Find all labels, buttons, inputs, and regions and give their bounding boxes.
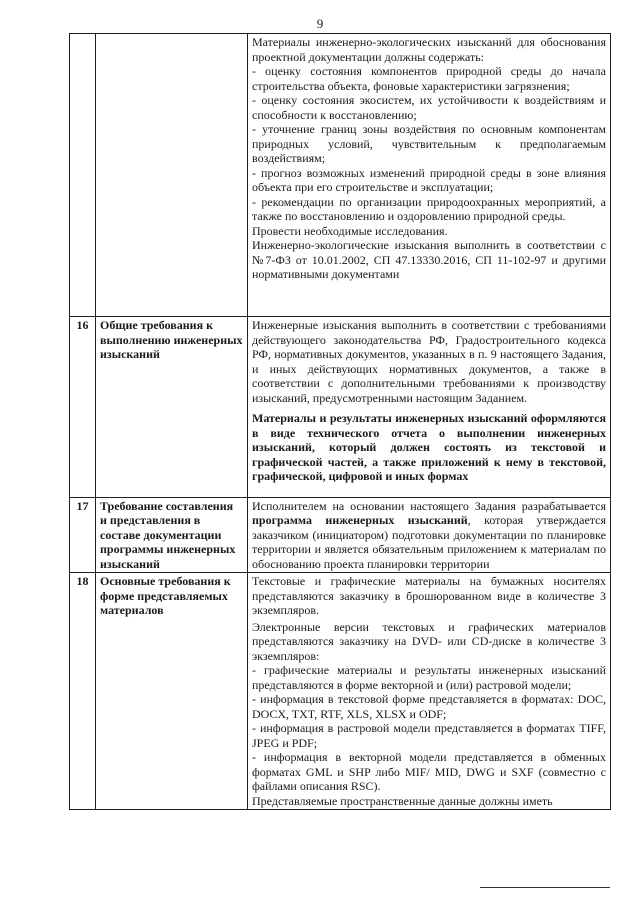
requirement-cell: Требование составления и представления в составе документации программы инженерных изысканий [96, 497, 248, 573]
content-cell [248, 573, 611, 810]
report-format-note: Материалы и результаты инженерных изысканий оформляются в виде технического отчета о выполнении инженерных изысканий, который должен состоять из текстовой и графической частей, а также приложений к нему в текстовой, графической, цифровой и иных формах [252, 411, 606, 483]
content-paragraph: - рекомендации по организации природоохранных мероприятий, а также по восстановлению и оздоровлению природной среды. [252, 194, 606, 223]
content-cell [248, 317, 611, 498]
content-cell [248, 34, 611, 317]
content-paragraph: - информация в векторной модели представляется в обменных форматах GML и SHP либо MIF/ MID, DWG и SXF (совместно с файлами описания RSC). [252, 750, 606, 793]
row-number-cell: 17 [70, 497, 96, 573]
content-paragraph: - информация в растровой модели представляется в форматах TIFF, JPEG и PDF; [252, 721, 606, 750]
content-paragraph: - оценку состояния экосистем, их устойчивости к воздействиям и способности к восстановлению; [252, 93, 606, 122]
table-row-continuation [70, 34, 611, 317]
requirement-cell: Основные требования к форме представляемых материалов [96, 573, 248, 810]
page-number: 9 [316, 16, 324, 31]
content-paragraph: - уточнение границ зоны воздействия по основным компонентам природных условий, чувствительным к предполагаемым воздействиям; [252, 122, 606, 165]
requirement-cell: Общие требования к выполнению инженерных изысканий [96, 317, 248, 498]
content-text: , которая утверждается заказчиком (инициатором) подготовки документации по планировке территории и является обязательным приложением к материалам по обоснованию проекта планировки территории [252, 513, 606, 571]
content-text: Исполнителем на основании настоящего Задания разрабатывается [252, 498, 606, 513]
content-paragraph: Текстовые и графические материалы на бумажных носителях представляются заказчику в брошюрованном виде в количестве 3 экземпляров. [252, 574, 606, 617]
content-paragraph: Провести необходимые исследования. [252, 223, 448, 238]
table-row-16 [70, 317, 611, 498]
content-paragraph: Электронные версии текстовых и графических материалов представляются заказчику на DVD- или CD-диске в количестве 3 экземпляров: [252, 619, 606, 663]
content-paragraph: Инженерные изыскания выполнить в соответствии с требованиями действующего законодательства РФ, Градостроительного кодекса РФ, нормативных документов, указанных в п. 9 настоящего Задания, и иных действующих нормативных документов, а также в соответствии с дополнительными требованиями к производству изысканий, предусмотренными настоящим Заданием. [252, 318, 606, 405]
content-paragraph: Представляемые пространственные данные должны иметь [252, 793, 553, 808]
row-number-cell: 18 [70, 573, 96, 810]
content-paragraph: - оценку состояния компонентов природной среды до начала строительства объекта, фоновые характеристики загрязнения; [252, 64, 606, 93]
program-emphasis: программа инженерных изысканий [252, 513, 468, 527]
requirements-table [69, 33, 611, 810]
table-row-18 [70, 573, 611, 810]
row-number-cell [70, 34, 96, 317]
content-paragraph: - графические материалы и результаты инженерных изысканий представляются в форме векторной и (или) растровой модели; [252, 663, 606, 692]
content-paragraph: Материалы инженерно-экологических изысканий для обоснования проектной документации должны содержать: [252, 35, 606, 64]
content-paragraph: - прогноз возможных изменений природной среды в зоне влияния объекта при его строительстве и эксплуатации; [252, 165, 606, 194]
requirement-cell [96, 34, 248, 317]
footer-rule [480, 887, 610, 888]
table-row-17 [70, 497, 611, 573]
row-number-cell: 16 [70, 317, 96, 498]
content-paragraph [252, 499, 606, 572]
content-paragraph: Инженерно-экологические изыскания выполнить в соответствии с №7-ФЗ от 10.01.2002, СП 47.13330.2016, СП 11-102-97 и другими нормативными документами [252, 238, 606, 281]
content-paragraph: - информация в текстовой форме представляется в форматах: DOC, DOCX, TXT, RTF, XLS, XLSX и ODF; [252, 692, 606, 721]
content-cell [248, 497, 611, 573]
